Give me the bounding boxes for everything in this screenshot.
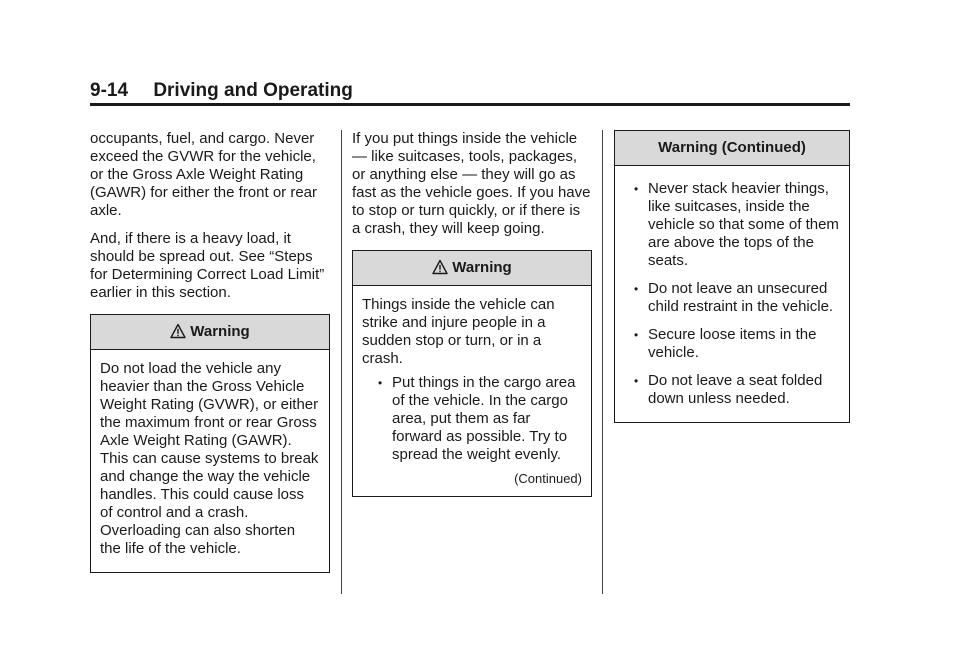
section-title: Driving and Operating [153,80,353,101]
warning-text: Do not load the vehicle any heavier than the Gross Vehicle Weight Rating (GVWR), or either the maximum front or rear Gross Axle Weight Rating (GAWR). This can cause systems to break and change the way the vehicle handles. This could cause loss of control and a crash. Overloading can also shorten the life of the vehicle. [100,360,319,557]
warning-title: Warning [190,323,250,340]
warning-header [353,251,591,286]
warning-triangle-icon [432,259,448,275]
header-rule [90,103,850,106]
warning-intro: Things inside the vehicle can strike and injure people in a sudden stop or turn, or in a crash. [362,296,555,367]
warning-body [615,166,849,422]
paragraph: If you put things inside the vehicle — like suitcases, tools, packages, or anything else — they will go as fast as the vehicle goes. If you have to stop or turn quickly, or if there is a crash, they will keep going. [352,130,591,237]
list-item: • Secure loose items in the vehicle. [624,326,840,362]
warning-box [614,130,850,423]
warning-box [90,314,330,573]
warning-header [91,315,329,350]
page-number: 9-14 [90,80,129,101]
warning-triangle-icon [170,323,186,339]
list-item: • Do not leave a seat folded down unless needed. [624,372,840,408]
paragraph: And, if there is a heavy load, it should be spread out. See “Steps for Determining Correct Load Limit” earlier in this section. [90,230,325,301]
warning-bullet-list [624,180,840,408]
list-item: • Never stack heavier things, like suitcases, inside the vehicle so that some of them are above the tops of the seats. [624,180,840,270]
warning-box [352,250,592,497]
warning-title: Warning [452,259,512,276]
paragraph: occupants, fuel, and cargo. Never exceed the GVWR for the vehicle, or the Gross Axle Weight Rating (GAWR) for either the front or rear axle. [90,130,318,219]
list-item: • Put things in the cargo area of the vehicle. In the cargo area, put them as far forward as possible. Try to spread the weight evenly. [362,374,582,464]
warning-bullet-list [362,374,582,464]
warning-body [353,286,591,496]
column-divider [341,130,342,594]
column-divider [602,130,603,594]
column-1 [90,130,330,573]
list-item: • Do not leave an unsecured child restraint in the vehicle. [624,280,840,316]
warning-body [91,350,329,572]
warning-header [615,131,849,166]
warning-title: Warning (Continued) [658,139,806,156]
column-3 [614,130,850,423]
continued-label: (Continued) [514,471,582,486]
page-header [90,80,850,102]
column-2 [352,130,592,497]
